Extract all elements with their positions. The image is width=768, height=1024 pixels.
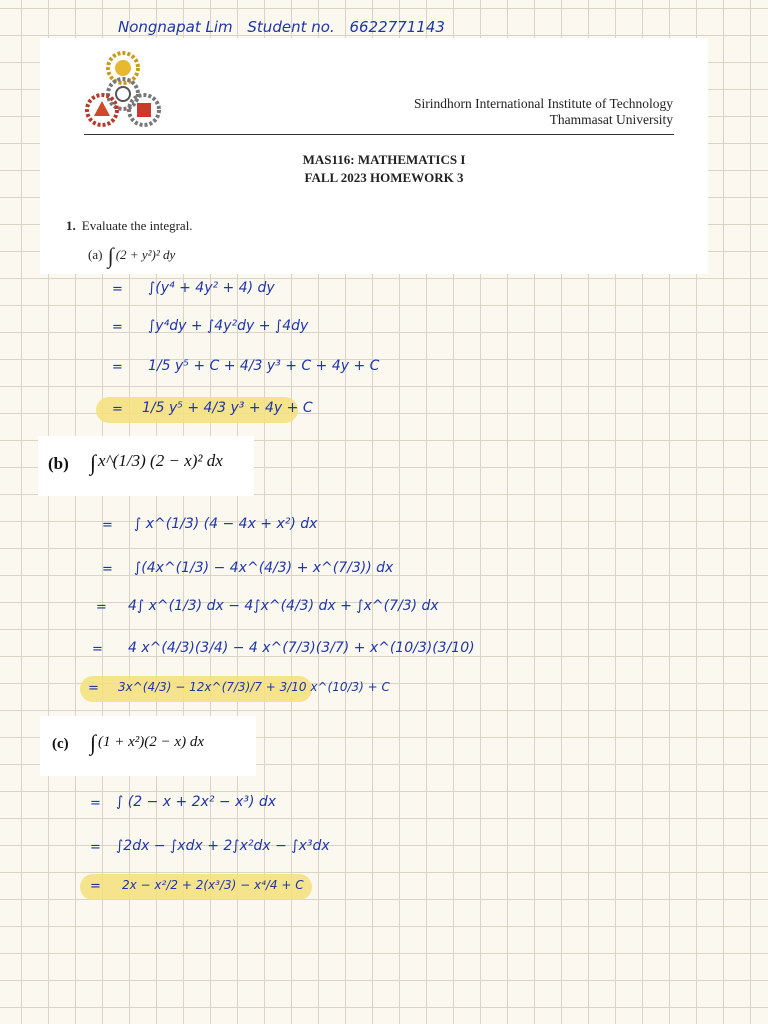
question-prompt: Evaluate the integral. xyxy=(81,218,193,233)
equals-sign: = xyxy=(92,642,103,657)
equals-sign: = xyxy=(88,681,99,696)
equals-sign: = xyxy=(112,320,123,335)
equals-sign: = xyxy=(90,796,101,811)
part-a-answer: 1/5 y⁵ + 4/3 y³ + 4y + C xyxy=(142,400,313,416)
question-1 xyxy=(66,218,193,234)
part-c-answer: 2x − x²/2 + 2(x³/3) − x⁴/4 + C xyxy=(122,878,304,892)
part-a-step-1: ∫(y⁴ + 4y² + 4) dy xyxy=(148,280,275,296)
part-a-step-2: ∫y⁴dy + ∫4y²dy + ∫4dy xyxy=(148,318,309,334)
student-header xyxy=(118,18,455,36)
student-no: 6622771143 xyxy=(349,18,445,36)
student-no-label: Student no. xyxy=(247,18,335,36)
part-b-step-4: 4 x^(4/3)(3/4) − 4 x^(7/3)(3/7) + x^(10/3)(3/10) xyxy=(128,640,475,656)
part-a-label: (a) xyxy=(88,247,103,262)
equals-sign: = xyxy=(112,282,123,297)
part-c-expr: (1 + x²)(2 − x) dx xyxy=(98,734,204,750)
equals-sign: = xyxy=(90,840,101,855)
question-number: 1. xyxy=(66,218,76,233)
course-title: MAS116: MATHEMATICS I xyxy=(302,152,466,167)
student-name: Nongnapat Lim xyxy=(118,18,233,36)
part-b-heading xyxy=(38,436,254,496)
equals-sign: = xyxy=(90,879,101,894)
part-a-expr: (2 + y²)² dy xyxy=(115,247,176,262)
institution-block xyxy=(414,96,673,128)
institute-logo-icon xyxy=(82,46,164,128)
integral-sign-icon: ∫ xyxy=(90,730,97,755)
part-c-heading xyxy=(40,716,256,776)
part-b-answer: 3x^(4/3) − 12x^(7/3)/7 + 3/10 x^(10/3) + C xyxy=(118,680,390,694)
equals-sign: = xyxy=(112,402,123,417)
part-b-step-2: ∫(4x^(1/3) − 4x^(4/3) + x^(7/3)) dx xyxy=(134,560,394,576)
institution-line-2: Thammasat University xyxy=(549,112,673,127)
integral-sign-icon: ∫ xyxy=(107,243,114,268)
part-a-heading xyxy=(88,243,175,269)
equals-sign: = xyxy=(102,518,113,533)
equals-sign: = xyxy=(112,360,123,375)
header-divider xyxy=(84,134,674,135)
part-c-step-1: ∫ (2 − x + 2x² − x³) dx xyxy=(116,794,277,810)
equals-sign: = xyxy=(102,562,113,577)
part-b-label: (b) xyxy=(48,454,69,473)
equals-sign: = xyxy=(96,600,107,615)
part-a-step-3: 1/5 y⁵ + C + 4/3 y³ + C + 4y + C xyxy=(148,358,380,374)
course-term: FALL 2023 HOMEWORK 3 xyxy=(304,170,464,185)
part-b-expr: x^(1/3) (2 − x)² dx xyxy=(98,451,223,470)
institution-line-1: Sirindhorn International Institute of Technology xyxy=(413,96,673,111)
integral-sign-icon: ∫ xyxy=(90,450,97,475)
part-b-step-3: 4∫ x^(1/3) dx − 4∫x^(4/3) dx + ∫x^(7/3) dx xyxy=(128,598,439,614)
part-b-step-1: ∫ x^(1/3) (4 − 4x + x²) dx xyxy=(134,516,318,532)
part-c-label: (c) xyxy=(52,736,69,752)
part-c-step-2: ∫2dx − ∫xdx + 2∫x²dx − ∫x³dx xyxy=(116,838,330,854)
